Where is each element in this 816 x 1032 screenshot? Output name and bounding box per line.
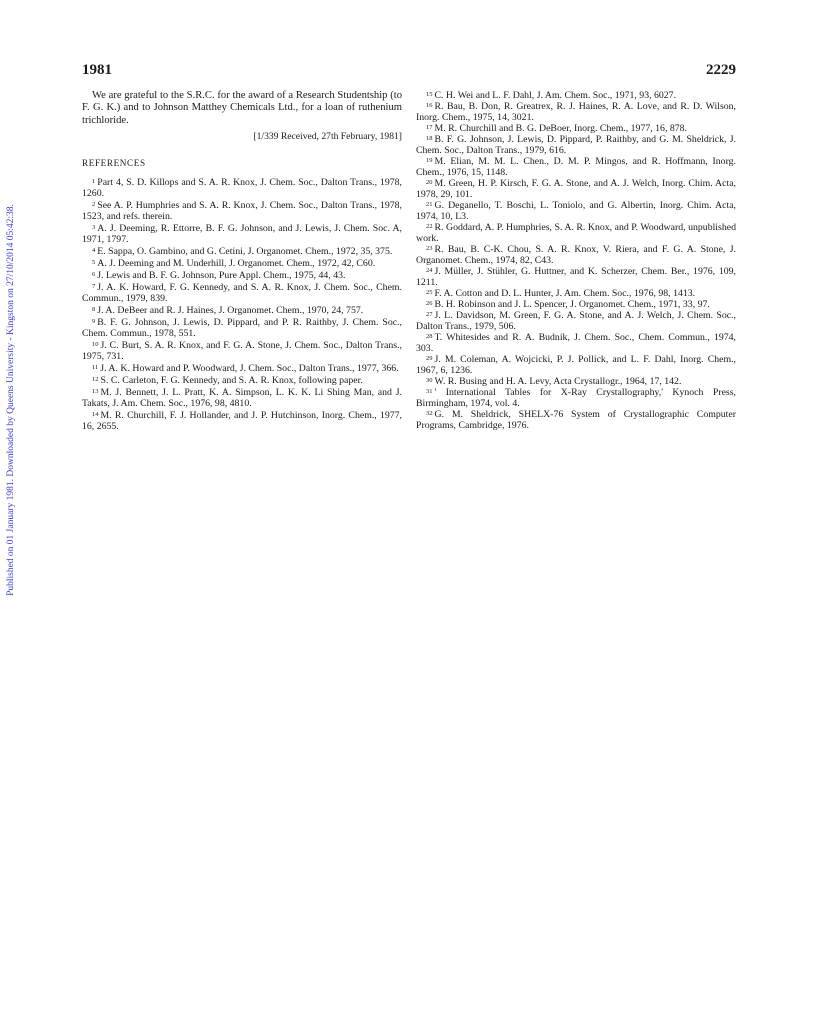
reference-text: J. A. K. Howard and P. Woodward, J. Chem. Soc., Dalton Trans., 1977, 366. bbox=[100, 363, 399, 375]
reference-text: J. M. Coleman, A. Wojcicki, P. J. Pollick, and L. F. Dahl, Inorg. Chem., 1967, 6, 1236. bbox=[416, 354, 736, 376]
reference-item bbox=[416, 266, 736, 288]
left-column bbox=[82, 90, 402, 433]
reference-item bbox=[416, 178, 736, 200]
reference-text: See A. P. Humphries and S. A. R. Knox, J. Chem. Soc., Dalton Trans., 1978, 1523, and refs. therein. bbox=[82, 200, 402, 223]
reference-list-right bbox=[416, 90, 736, 431]
reference-number: 5 bbox=[92, 259, 96, 267]
reference-number: 29 bbox=[426, 355, 433, 362]
reference-text: T. Whitesides and R. A. Budnik, J. Chem. Soc., Chem. Commun., 1974, 303. bbox=[416, 332, 736, 354]
reference-text: M. Green, H. P. Kirsch, F. G. A. Stone, and A. J. Welch, Inorg. Chim. Acta, 1978, 29, 101. bbox=[416, 178, 736, 200]
watermark-text: Published on 01 January 1981. Downloaded by Queens University - Kingston on 27/10/2014 05:42:38. bbox=[6, 204, 16, 596]
reference-number: 26 bbox=[426, 300, 433, 307]
reference-item bbox=[82, 246, 402, 257]
reference-text: B. F. G. Johnson, J. Lewis, D. Pippard, P. Raithby, and G. M. Sheldrick, J. Chem. Soc., Dalton Trans., 1979, 616. bbox=[416, 134, 736, 156]
reference-number: 11 bbox=[92, 364, 99, 372]
reference-item bbox=[82, 340, 402, 362]
reference-number: 22 bbox=[426, 223, 433, 230]
reference-number: 21 bbox=[426, 201, 433, 208]
references-heading: REFERENCES bbox=[82, 158, 146, 169]
reference-item bbox=[82, 363, 402, 374]
reference-item bbox=[416, 288, 736, 299]
reference-item bbox=[82, 258, 402, 269]
reference-number: 14 bbox=[92, 411, 99, 419]
reference-item bbox=[416, 354, 736, 376]
reference-item bbox=[82, 317, 402, 339]
reference-number: 28 bbox=[426, 333, 433, 340]
reference-item bbox=[82, 200, 402, 222]
reference-text: C. H. Wei and L. F. Dahl, J. Am. Chem. Soc., 1971, 93, 6027. bbox=[434, 90, 677, 101]
reference-number: 16 bbox=[426, 102, 433, 109]
reference-number: 17 bbox=[426, 124, 433, 131]
acknowledgement: We are grateful to the S.R.C. for the award of a Research Studentship (to F. G. K.) and to Johnson Matthey Chemicals Ltd., for a loan of ruthenium trichloride. bbox=[82, 90, 402, 126]
reference-item bbox=[416, 222, 736, 244]
reference-item bbox=[82, 177, 402, 199]
reference-item bbox=[416, 200, 736, 222]
reference-text: M. J. Bennett, J. L. Pratt, K. A. Simpson, L. K. K. Li Shing Man, and J. Takats, J. Am. Chem. Soc., 1976, 98, 4810. bbox=[82, 387, 402, 410]
reference-item bbox=[82, 223, 402, 245]
reference-number: 27 bbox=[426, 311, 433, 318]
reference-item bbox=[416, 90, 736, 101]
reference-item bbox=[416, 310, 736, 332]
reference-item bbox=[416, 409, 736, 431]
reference-text: F. A. Cotton and D. L. Hunter, J. Am. Chem. Soc., 1976, 98, 1413. bbox=[434, 288, 696, 299]
download-watermark bbox=[1, 160, 21, 640]
reference-text: G. Deganello, T. Boschi, L. Toniolo, and G. Albertin, Inorg. Chim. Acta, 1974, 10, L3. bbox=[416, 200, 736, 222]
reference-number: 13 bbox=[92, 388, 99, 396]
reference-number: 1 bbox=[92, 178, 96, 186]
reference-item bbox=[82, 305, 402, 316]
year: 1981 bbox=[82, 62, 112, 78]
reference-text: ' International Tables for X-Ray Crystallography,' Kynoch Press, Birmingham, 1974, vol. 4. bbox=[416, 387, 736, 409]
reference-item bbox=[82, 270, 402, 281]
reference-item bbox=[82, 410, 402, 432]
reference-number: 2 bbox=[92, 201, 96, 209]
reference-text: R. Goddard, A. P. Humphries, S. A. R. Knox, and P. Woodward, unpublished work. bbox=[416, 222, 736, 244]
reference-number: 32 bbox=[426, 410, 433, 417]
reference-number: 31 bbox=[426, 388, 433, 395]
reference-number: 15 bbox=[426, 91, 433, 98]
reference-text: S. C. Carleton, F. G. Kennedy, and S. A. R. Knox, following paper. bbox=[100, 375, 363, 387]
reference-list-left bbox=[82, 177, 402, 432]
reference-text: J. L. Davidson, M. Green, F. G. A. Stone, and A. J. Welch, J. Chem. Soc., Dalton Trans., 1979, 506. bbox=[416, 310, 736, 332]
reference-item bbox=[416, 123, 736, 134]
reference-text: M. R. Churchill and B. G. DeBoer, Inorg. Chem., 1977, 16, 878. bbox=[434, 123, 687, 134]
reference-text: R. Bau, B. Don, R. Greatrex, R. J. Haines, R. A. Love, and R. D. Wilson, Inorg. Chem., 1975, 14, 3021. bbox=[416, 101, 736, 123]
reference-number: 7 bbox=[92, 283, 96, 291]
reference-text: B. H. Robinson and J. L. Spencer, J. Organomet. Chem., 1971, 33, 97. bbox=[434, 299, 710, 310]
reference-number: 4 bbox=[92, 247, 96, 255]
reference-number: 12 bbox=[92, 376, 99, 384]
reference-text: A. J. Deeming, R. Ettorre, B. F. G. Johnson, and J. Lewis, J. Chem. Soc. A, 1971, 1797. bbox=[82, 223, 402, 246]
reference-text: R. Bau, B. C-K. Chou, S. A. R. Knox, V. Riera, and F. G. A. Stone, J. Organomet. Chem., 1974, 82, C43. bbox=[416, 244, 736, 266]
reference-text: Part 4, S. D. Killops and S. A. R. Knox, J. Chem. Soc., Dalton Trans., 1978, 1260. bbox=[82, 177, 402, 200]
reference-item bbox=[82, 375, 402, 386]
reference-text: J. Müller, J. Stühler, G. Huttner, and K. Scherzer, Chem. Ber., 1976, 109, 1211. bbox=[416, 266, 736, 288]
reference-number: 24 bbox=[426, 267, 433, 274]
received-date: [1/339 Received, 27th February, 1981] bbox=[253, 131, 402, 143]
reference-number: 3 bbox=[92, 224, 96, 232]
reference-number: 20 bbox=[426, 179, 433, 186]
reference-text: J. A. K. Howard, F. G. Kennedy, and S. A. R. Knox, J. Chem. Soc., Chem. Commun., 1979, 839. bbox=[82, 282, 402, 305]
reference-number: 8 bbox=[92, 306, 96, 314]
reference-item bbox=[82, 387, 402, 409]
reference-text: E. Sappa, O. Gambino, and G. Cetini, J. Organomet. Chem., 1972, 35, 375. bbox=[97, 246, 393, 258]
reference-number: 18 bbox=[426, 135, 433, 142]
right-column bbox=[416, 90, 736, 431]
reference-item bbox=[416, 134, 736, 156]
reference-item bbox=[416, 299, 736, 310]
reference-item bbox=[416, 244, 736, 266]
reference-text: M. Elian, M. M. L. Chen., D. M. P. Mingos, and R. Hoffmann, Inorg. Chem., 1976, 15, 1148. bbox=[416, 156, 736, 178]
reference-text: A. J. Deeming and M. Underhill, J. Organomet. Chem., 1972, 42, C60. bbox=[97, 258, 376, 270]
reference-number: 9 bbox=[92, 318, 96, 326]
reference-text: B. F. G. Johnson, J. Lewis, D. Pippard, and P. R. Raithby, J. Chem. Soc., Chem. Commun., 1978, 551. bbox=[82, 317, 402, 340]
reference-number: 30 bbox=[426, 377, 433, 384]
reference-item bbox=[82, 282, 402, 304]
reference-item bbox=[416, 376, 736, 387]
reference-number: 6 bbox=[92, 271, 96, 279]
reference-item bbox=[416, 156, 736, 178]
reference-item bbox=[416, 332, 736, 354]
reference-number: 25 bbox=[426, 289, 433, 296]
reference-text: M. R. Churchill, F. J. Hollander, and J. P. Hutchinson, Inorg. Chem., 1977, 16, 2655. bbox=[82, 410, 402, 433]
reference-number: 10 bbox=[92, 341, 99, 349]
reference-text: J. Lewis and B. F. G. Johnson, Pure Appl. Chem., 1975, 44, 43. bbox=[97, 270, 346, 282]
reference-text: G. M. Sheldrick, SHELX-76 System of Crystallographic Computer Programs, Cambridge, 1976. bbox=[416, 409, 736, 431]
reference-text: J. A. DeBeer and R. J. Haines, J. Organomet. Chem., 1970, 24, 757. bbox=[97, 305, 364, 317]
reference-number: 23 bbox=[426, 245, 433, 252]
page-number: 2229 bbox=[706, 62, 736, 78]
reference-text: J. C. Burt, S. A. R. Knox, and F. G. A. Stone, J. Chem. Soc., Dalton Trans., 1975, 731. bbox=[82, 340, 402, 363]
reference-item bbox=[416, 387, 736, 409]
reference-item bbox=[416, 101, 736, 123]
page-header bbox=[82, 62, 736, 82]
reference-number: 19 bbox=[426, 157, 433, 164]
reference-text: W. R. Busing and H. A. Levy, Acta Crystallogr., 1964, 17, 142. bbox=[434, 376, 682, 387]
